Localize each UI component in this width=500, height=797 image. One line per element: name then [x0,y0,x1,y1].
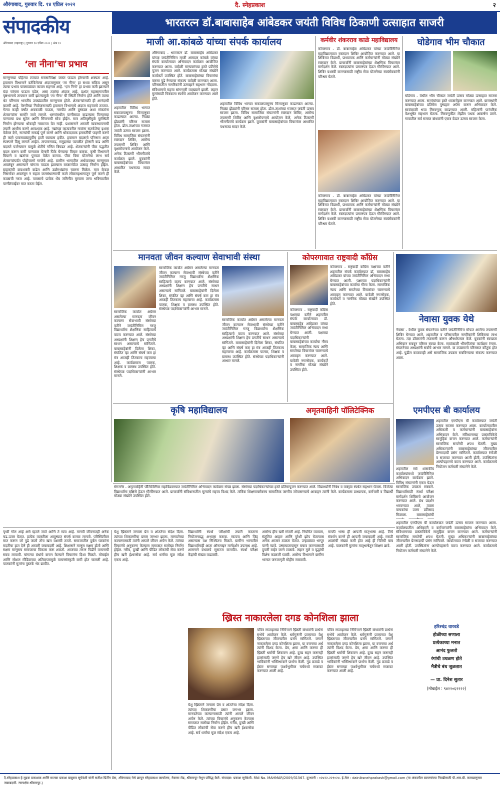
blood-camp-body: कोपरगाव - डॉ. बाबासाहेब आंबेडकर यांच्या जयंतीनिमित्त महाविद्यालयात रक्तदान शिबिर आयोजित करण्यात आले. या शिबिरात विद्यार्थी, प्राध्यापक आणि कर्मचाऱ्यांनी मोठ्या संख्येने रक्तदान केले. प्राचार्यांनी बाबासाहेबांच्या शैक्षणिक विचारांवर मार्गदर्शन केले. रक्तदात्यांना प्रमाणपत्र देऊन गौरविण्यात आले. शिबिर यशस्वी करण्यासाठी राष्ट्रीय सेवा योजनेच्या स्वयंसेवकांनी परिश्रम घेतले. [318,47,400,79]
mps-body-2: शहरातील सर्व शासकीय कार्यालयांमध्ये जयंतीनिमित्त अभिवादन कार्यक्रम झाले. विविध संघटनांनी एकत्र येऊन सामाजिक उपक्रम राबवले. विद्यार्थ्यांसाठी स्पर्धा परीक्षा मार्गदर्शन शिबिराचे आयोजन करण्यात आले. ग्रंथ प्रदर्शन भरवण्यात आले, त्याला वाचकांचा उत्तम प्रतिसाद मिळाला. बाबासाहेबांची [396,467,434,517]
blood-camp-headline: कर्मवीर शंकरराव काळे महाविद्यालय [320,37,398,44]
poem-line-2: होळीच्या सणाला [433,633,460,638]
ghodegaon-story [405,36,497,249]
blood-camp-body-2: कोपरगाव - डॉ. बाबासाहेब आंबेडकर यांच्या जयंतीनिमित्त महाविद्यालयात रक्तदान शिबिर आयोजित करण्यात आले. या शिबिरात विद्यार्थी, प्राध्यापक आणि कर्मचाऱ्यांनी मोठ्या संख्येने रक्तदान केले. प्राचार्यांनी बाबासाहेबांच्या शैक्षणिक विचारांवर मार्गदर्शन केले. रक्तदात्यांना प्रमाणपत्र देऊन गौरविण्यात आले. शिबिर यशस्वी करण्यासाठी राष्ट्रीय सेवा योजनेच्या स्वयंसेवकांनी परिश्रम घेतले. [318,194,400,226]
poem-line-6: मैत्रीचे बंध जुळतात [431,665,462,670]
poem-line-3: प्रत्येकाच्या मनात [432,641,461,646]
mla-office-story [114,36,314,249]
manavata-body-2: सामाजिक कार्यात अग्रेसर असलेल्या मानवता जीवन कल्याण सेवाभावी संस्थेच्या वतीने जयंतीनिमित्त गरजू विद्यार्थ्यांना शैक्षणिक साहित्याचे वाटप करण्यात आले. संस्थेच्या अध्यक्षांनी शिक्षण हेच प्रगतीचे साधन असल्याचे सांगितले. बाबासाहेबांनी दिलेला शिका, संघटित व्हा आणि संघर्ष करा हा मंत्र आजही तितकाच महत्त्वाचा आहे. कार्यक्रमास पालक, शिक्षक व ग्रामस्थ उपस्थित होते. संस्थेच्या पदाधिकाऱ्यांनी आभार मानले. [159,266,219,312]
khrist-body-2: पवित्र सप्ताहाच्या निमित्ताने ख्रिस्ती बांधवांनी प्रार्थना सभेचे आयोजन केले. धर्मगुरूंनी प्रवचनात येशू ख्रिस्ताच्या जीवनातील प्रसंग सांगितले. जगाने नाकारलेला दगड कोनशिला झाला, या वचनाचा अर्थ त्यांनी विशद केला. प्रेम, क्षमा आणि करुणा ही ख्रिस्ती धर्माची शिकवण आहे. दुःख सहन करूनही इतरांसाठी जगणे हेच खरे जीवन आहे. उपस्थित भाविकांनी भक्तिभावाने प्रार्थना केली. गुड फ्रायडे व ईस्टर सणाच्या पार्श्वभूमीवर चर्चमध्ये सजावट करण्यात आली आहे. [327,628,393,674]
mps-body: शहरातील एमपीएस बी कार्यालयात जयंती उत्सव साजरा करण्यात आला. कार्यालयातील अधिकारी व कर्मचाऱ्यांनी बाबासाहेबांना अभिवादन केले. संविधानाच्या प्रास्ताविकेचे सामूहिक वाचन करण्यात आले. कर्मचाऱ्यांनी सामाजिक समतेची शपथ घेतली. मुख्य अधिकाऱ्यांनी बाबासाहेबांच्या जीवनातील प्रेरणादायी प्रसंग सांगितले. कार्यालयात रंगोळी व सजावट करण्यात आली होती. उपस्थितांना अल्पोपहाराचे वाटप करण्यात आले. कार्यक्रमाचे नियोजन कर्मचारी संघटनेने केले. [436,419,497,469]
editorial-headline: ‘ला नीना’चा प्रभाव [24,60,88,70]
ghodegaon-body: घोडेगाव - येथील भीम चौकात जयंती उत्सव मोठ्या उत्साहात साजरा करण्यात आला. सरपंचांच्या हस्ते ध्वजारोहण करण्यात आले. ग्रामस्थांनी बाबासाहेबांच्या प्रतिमेस पुष्पहार अर्पण करून अभिवादन केले. सायंकाळी भव्य मिरवणूक काढण्यात आली. महिलांनी पारंपरिक वेशभूषेत सहभाग घेतला. मिरवणुकीत लेझीम पथक आकर्षण ठरले. गावातील सर्व समाज बांधवांनी एकत्र येऊन उत्सव साजरा केला. [405,94,497,121]
editorial [3,58,109,481]
khrist-body: पवित्र सप्ताहाच्या निमित्ताने ख्रिस्ती बांधवांनी प्रार्थना सभेचे आयोजन केले. धर्मगुरूंनी प्रवचनात येशू ख्रिस्ताच्या जीवनातील प्रसंग सांगितले. जगाने नाकारलेला दगड कोनशिला झाला, या वचनाचा अर्थ त्यांनी विशद केला. प्रेम, क्षमा आणि करुणा ही ख्रिस्ती धर्माची शिकवण आहे. दुःख सहन करूनही इतरांसाठी जगणे हेच खरे जीवन आहे. उपस्थित भाविकांनी भक्तिभावाने प्रार्थना केली. गुड फ्रायडे व ईस्टर सणाच्या पार्श्वभूमीवर चर्चमध्ये सजावट करण्यात आली आहे. [257,628,323,674]
poem-author: — प्रा. दिनेश सुतार [430,678,463,683]
ghodegaon-photo-2 [453,51,497,91]
kopargaon-body-2: कोपरगाव - राष्ट्रवादी काँग्रेस पक्षाच्या वतीने शहरातील संपर्क कार्यालयात डॉ. बाबासाहेब आंबेडकर यांच्या जयंतीनिमित्त अभिवादन सभा घेण्यात आली. पक्षाच्या पदाधिकाऱ्यांनी बाबासाहेबांच्या कार्याचा गौरव केला. सामाजिक न्याय आणि समतेच्या विचारांवर चालण्याचे आवाहन करण्यात आले. यावेळी नगरसेवक, कार्यकर्ते व नागरिक मोठ्या संख्येने उपस्थित होते. [290,308,328,372]
amrutvahini-headline: अमृतवाहिनी पॉलिटेक्निक [305,406,375,415]
masthead [3,13,108,55]
manavata-story [114,252,284,402]
poem-line-1: हरिश्चंद्र धारवडे [434,625,459,630]
procession-photo [220,51,314,99]
bottom-col-3: विद्यार्थ्यांनी स्पर्धा परीक्षांची तयारी करताना नियोजनबद्ध अभ्यास करावा. सातत्य आणि जिद्द असल्यास यश निश्चितच मिळते. ग्रामीण भागातील विद्यार्थ्यांनाही आता ऑनलाइन मार्गदर्शन उपलब्ध आहे. शासनाने ग्रंथालये सुसज्ज करावीत. स्पर्धा परीक्षा केंद्रांची संख्या वाढवावी. [188,530,258,557]
nevasa-story [396,252,497,402]
krushi-story [114,405,284,482]
top-bar [0,0,500,12]
nevasa-body: नेवासा - येथील युवक संघटनेच्या वतीने जयंतीनिमित्त मोफत आरोग्य तपासणी शिबिर घेण्यात आले. शहरातील व परिसरातील नागरिकांनी शिबिराचा लाभ घेतला. तज्ञ डॉक्टरांनी तपासणी करून औषधोपचार केले. युवकांनी स्वच्छता अभियान राबवून परिसर स्वच्छ केला. सायंकाळी भीमगीतांचा कार्यक्रम रंगला. संघटनेच्या अध्यक्षांनी सर्वांचे आभार मानले. या उपक्रमाचे परिसरात कौतुक होत आहे. पुढील काळातही असे सामाजिक उपक्रम राबविण्याचा संकल्प करण्यात आला. [396,328,497,360]
ghodegaon-headline: घोडेगाव भीम चौकात [417,38,485,48]
procession-body: शहरातील विविध भागात सकाळपासूनच मिरवणुका काढण्यात आल्या. निळ्या झेंड्यांनी परिसर सजला होता. ढोल-ताशांच्या गजरात जयंती उत्सव साजरा झाला. विविध सामाजिक संघटनांनी रक्तदान शिबिर, आरोग्य तपासणी शिबिर आणि वृक्षारोपणाचे आयोजन केले. अनेक ठिकाणी भीमगीतांचे कार्यक्रम झाले. युवकांनी बाबासाहेबांच्या विचारांवर आधारित पथनाट्य सादर केले. [220,102,314,129]
khrist-story [188,612,393,770]
poem-box [396,624,497,770]
blood-camp-story [318,36,400,249]
bottom-col-2: येशू ख्रिस्ताने जगाला प्रेम व शांततेचा संदेश दिला. त्यांच्या शिकवणीचा प्रसार जगभर झाला. मानवतेच्या कल्याणासाठी त्यांनी आपले जीवन अर्पण केले. त्यांच्या विचारांचे अनुकरण केल्यास समाजात सलोखा निर्माण होईल. गरीब, दुःखी आणि पीडित लोकांची सेवा करणे हीच खरी ईश्वरसेवा आहे. सर्व धर्मांचा मूळ संदेश एकच आहे. [114,530,184,562]
bottom-col-1: पृथ्वी गोल आहे असे म्हटले जाते आणि ते सत्य आहे. मानवी जीवनातही अनेक चढ-उतार येतात. प्रत्येक व्यक्तीला आयुष्यात संघर्ष करावा लागतो. परिस्थितीवर मात करून जो पुढे जातो तोच खरा यशस्वी ठरतो. समाजातील दुर्बल घटकांना मदतीचा हात देणे ही आपली जबाबदारी आहे. शिक्षणाने माणूस सक्षम होतो आणि सक्षम माणूसच समाजाचा विकास करू शकतो. आजच्या तरुण पिढीने वाचनाची सवय लावावी. चांगल्या ग्रंथांचे वाचन केल्याने विचारांना दिशा मिळते. मोबाईल आणि सोशल मीडियाच्या अतिवापरामुळे वाचनसंस्कृती कमी होत चालली आहे. पालकांनी मुलांना पुस्तके भेट द्यावीत. [3,530,109,567]
bottom-col-4: आरोग्य हीच खरी संपत्ती आहे. नियमित व्यायाम, संतुलित आहार आणि पुरेशी झोप घेतल्यास अनेक आजार टाळता येतात. उन्हाळ्यात भरपूर पाणी प्यावे. उष्माघातापासून बचाव करण्यासाठी दुपारी बाहेर जाणे टाळावे. लहान मुले व वृद्धांची विशेष काळजी घ्यावी. आरोग्य विभागाने ग्रामीण भागात जनजागृती मोहीम राबवावी. [262,530,324,562]
poem-line-4: आनंद फुलतो [435,649,458,654]
mps-headline: एमपीएस बी कार्यालय [413,406,480,416]
mla-office-body-2: शहरातील विविध भागात सकाळपासूनच मिरवणुका काढण्यात आल्या. निळ्या झेंड्यांनी परिसर सजला होता. ढोल-ताशांच्या गजरात जयंती उत्सव साजरा झाला. विविध सामाजिक संघटनांनी रक्तदान शिबिर, आरोग्य तपासणी शिबिर आणि वृक्षारोपणाचे आयोजन केले. अनेक ठिकाणी भीमगीतांचे कार्यक्रम झाले. युवकांनी बाबासाहेबांच्या विचारांवर आधारित पथनाट्य सादर केले. [114,106,150,175]
amrutvahini-body: संगमनेर - अमृतवाहिनी पॉलिटेक्निक महाविद्यालयात जयंतीनिमित्त अभिवादन कार्यक्रम संपन्न झाला. संस्थेच्या पदाधिकाऱ्यांच्या हस्ते प्रतिमापूजन करण्यात आले. विद्यार्थ्यांनी निबंध व वक्तृत्व स्पर्धेत सहभाग घेतला. विजेत्या विद्यार्थ्यांना बक्षिसे देऊन गौरविण्यात आले. प्राचार्यांनी संविधानातील मूल्यांचे महत्त्व विशद केले. तांत्रिक शिक्षणाबरोबरच सामाजिक जाणीव जोपासण्याचे आवाहन त्यांनी केले. कार्यक्रमास प्राध्यापक, कर्मचारी व विद्यार्थी मोठ्या संख्येने उपस्थित होते. [114,485,393,499]
manavata-body-3: सामाजिक कार्यात अग्रेसर असलेल्या मानवता जीवन कल्याण सेवाभावी संस्थेच्या वतीने जयंतीनिमित्त गरजू विद्यार्थ्यांना शैक्षणिक साहित्याचे वाटप करण्यात आले. संस्थेच्या अध्यक्षांनी शिक्षण हेच प्रगतीचे साधन असल्याचे सांगितले. बाबासाहेबांनी दिलेला शिका, संघटित व्हा आणि संघर्ष करा हा मंत्र आजही तितकाच महत्त्वाचा आहे. कार्यक्रमास पालक, शिक्षक व ग्रामस्थ उपस्थित होते. संस्थेच्या पदाधिकाऱ्यांनी आभार मानले. [222,318,284,364]
editorial-body: मान्सूनच्या पहिल्या टप्प्यात सरासरीपेक्षा जास्त पाऊस होण्याची शक्यता आहे. हवामान विभागाने वर्तविलेल्या अंदाजानुसार ‘ला नीना’ हा सध्या सक्रिय असून त्याचा प्रभाव पावसाळ्यात कायम राहणार आहे. ‘एल निनो’ हा प्रभाव कमी झाल्याने यंदा चांगला पाऊस पडेल, असा तज्ञांचा अंदाज आहे. प्रशांत महासागरातील पृष्ठभागाचे तापमान कमी झाल्यामुळे ‘ला नीना’ ची स्थिती निर्माण होते आणि त्याचा थेट परिणाम भारतीय उपखंडातील मान्सूनवर होतो. शेतकऱ्यांसाठी ही आनंदाची बातमी आहे. पेरणीच्या नियोजनासाठी हवामान विभागाचे अंदाज महत्त्वाचे ठरतात. गेल्या काही वर्षांत अवकाळी पाऊस, गारपीट आणि दुष्काळ अशा संकटांना शेतकऱ्यांना सामोरे जावे लागले. धरणांमधील पाणीसाठा वाढल्यास पिण्याच्या पाण्याचा प्रश्न सुटेल आणि सिंचनाची सोय होईल. मात्र अतिवृष्टीमुळे पूरस्थिती निर्माण होण्याचा धोकाही नाकारता येत नाही. प्रशासनाने आपत्ती व्यवस्थापनाची तयारी आधीच करणे आवश्यक आहे. नद्यांच्या काठावरील गावांना सतर्कतेचा इशारा वेळेवर देणे, नाल्यांची सफाई पूर्ण करणे आणि धोकादायक इमारतींची पाहणी करणे ही कामे पावसाळ्यापूर्वीच हाती घ्यायला हवीत. हवामान बदलाचे परिणाम आता स्पष्टपणे दिसू लागले आहेत. तापमानवाढ, समुद्राच्या पातळीत होणारी वाढ आणि बदलते पर्जन्यमान यामुळे शेतीचे गणित बिघडत आहे. शेतकऱ्यांनी पीक पद्धतीत बदल करून कमी पाण्यावर येणारी पिके घेण्याचा विचार करावा. कृषी विभागाने बियाणे व खतांचा पुरवठा वेळेत करावा. पीक विमा योजनेचा लाभ सर्व शेतकऱ्यांपर्यंत पोहोचवणे गरजेचे आहे. ग्रामीण भागातील अर्थव्यवस्था मान्सूनवर अवलंबून असल्याने चांगला पाऊस झाल्यास बाजारपेठेत उत्साह निर्माण होईल. ग्राहकांची क्रयशक्ती वाढेल आणि उद्योगधंद्यांना चालना मिळेल. मात्र केवळ निसर्गावर अवलंबून न राहता जलसंधारणाची कामे लोकसहभागातून पूर्ण करणे ही काळाची गरज आहे. पावसाचे प्रत्येक थेंब जमिनीत मुरवला तरच भविष्यातील पाणीटंचाईवर मात करता येईल. [3,76,109,186]
mps-photo [396,419,434,465]
amrutvahini-photo [290,418,390,482]
footer-imprint: दै.स्नेहप्रकाश हे मुद्रक प्रकाशक आणि मालक प्रकाश बाबुराव सूर्यवंशी यांनी सतीश प्रिंटींग प्रेस, औरंगाबाद येथे छापून स्नेहप्रकाश कार्यालय, नेवासा रोड, श्रीरामपूर येथून प्रसिद्ध केले. संपादक: प्रकाश सूर्यवंशी. RNI No. MAHMAR/2009/31567. दूरध्वनी : ०२४२२-२२१०२४. ई-मेल : dainiksnehprakash@gmail.com (या अंकातील बातम्यांच्या निवडीसाठी पी.आर.बी. कायद्यानुसार जबाबदारी. न्यायक्षेत्र श्रीरामपूर.) [4,776,482,785]
page-number: २ [492,2,496,9]
nevasa-headline: नेवासा युवक येथे [418,315,475,325]
kopargaon-headline: कोपरगावात राष्ट्रवादी काँग्रेस [302,253,378,262]
mla-office-headline: माजी आ.कांबळे यांच्या संपर्क कार्यालय [146,37,282,48]
manavata-body: सामाजिक कार्यात अग्रेसर असलेल्या मानवता जीवन कल्याण सेवाभावी संस्थेच्या वतीने जयंतीनिमित्त गरजू विद्यार्थ्यांना शैक्षणिक साहित्याचे वाटप करण्यात आले. संस्थेच्या अध्यक्षांनी शिक्षण हेच प्रगतीचे साधन असल्याचे सांगितले. बाबासाहेबांनी दिलेला शिका, संघटित व्हा आणि संघर्ष करा हा मंत्र आजही तितकाच महत्त्वाचा आहे. कार्यक्रमास पालक, शिक्षक व ग्रामस्थ उपस्थित होते. संस्थेच्या पदाधिकाऱ्यांनी आभार मानले. [114,310,156,379]
amrutvahini-headline-box [290,405,390,482]
blood-camp-photo [318,130,400,192]
banner-headline: भारतरत्न डॉ.बाबासाहेब आंबेडकर जयंती विविध ठिकाणी उत्साहात साजरी [165,17,444,29]
section-logo: संपादकीय [3,16,70,38]
khrist-headline: ख्रिस्त नाकारलेला दगड कोनशिला झाला [222,613,359,624]
khrist-body-3: येशू ख्रिस्ताने जगाला प्रेम व शांततेचा संदेश दिला. त्यांच्या शिकवणीचा प्रसार जगभर झाला. मानवतेच्या कल्याणासाठी त्यांनी आपले जीवन अर्पण केले. त्यांच्या विचारांचे अनुकरण केल्यास समाजात सलोखा निर्माण होईल. गरीब, दुःखी आणि पीडित लोकांची सेवा करणे हीच खरी ईश्वरसेवा आहे. सर्व धर्मांचा मूळ संदेश एकच आहे. [188,703,254,735]
masthead-subline: औरंगाबाद (महाराष्ट्र) | गुरुवार १४ एप्रिल २०२२ | अंक १२ [3,41,61,45]
mla-office-photo-2 [114,80,150,104]
mps-story [396,405,497,623]
banner [112,12,497,34]
mla-office-body: औरंगाबाद - भारतरत्न डॉ. बाबासाहेब आंबेडकर यांच्या जयंतीनिमित्त माजी आमदार कांबळे यांच्या संपर्क कार्यालयात अभिवादन कार्यक्रम आयोजित करण्यात आला. यावेळी मान्यवरांच्या हस्ते प्रतिमेचे पूजन करण्यात आले. कार्यक्रमास मोठ्या संख्येने कार्यकर्ते उपस्थित होते. बाबासाहेबांच्या विचारांचा वारसा पुढे नेण्याचा संकल्प यावेळी करण्यात आला. परिसरातील नागरिकांनी उत्साहाने सहभाग नोंदवला. संविधानाचे महत्त्व सांगणारी व्याख्याने झाली. लहान मुलांसाठी चित्रकला स्पर्धेचे आयोजन करण्यात आले होते. [152,51,218,101]
footer [0,773,500,797]
ghodegaon-photo [405,51,451,91]
mps-body-3: शहरातील एमपीएस बी कार्यालयात जयंती उत्सव साजरा करण्यात आला. कार्यालयातील अधिकारी व कर्मचाऱ्यांनी बाबासाहेबांना अभिवादन केले. संविधानाच्या प्रास्ताविकेचे सामूहिक वाचन करण्यात आले. कर्मचाऱ्यांनी सामाजिक समतेची शपथ घेतली. मुख्य अधिकाऱ्यांनी बाबासाहेबांच्या जीवनातील प्रेरणादायी प्रसंग सांगितले. कार्यालयात रंगोळी व सजावट करण्यात आली होती. उपस्थितांना अल्पोपहाराचे वाटप करण्यात आले. कार्यक्रमाचे नियोजन कर्मचारी संघटनेने केले. [396,521,497,553]
kopargaon-photo [290,265,328,305]
manavata-photo [114,266,156,308]
kopargaon-story [290,252,390,402]
manavata-photo-2 [222,266,284,316]
mla-office-photo [114,51,150,77]
poem-line-5: रंगांची उधळण होते [431,657,462,662]
krushi-photo [114,419,284,482]
paper-name: दै. स्नेहप्रकाश [234,2,266,9]
krushi-headline: कृषि महाविद्यालय [170,406,228,416]
bottom-col-5: मराठी भाषा ही आपली मातृभाषा आहे. तिचे संवर्धन करणे ही आपली जबाबदारी आहे. मराठी शाळांची संख्या कमी होत आहे ही चिंतेची बाब आहे. पालकांनी मुलांना मातृभाषेतून शिक्षण द्यावे. [328,530,393,548]
nevasa-photo [396,254,497,312]
poem-phone: (मोबाईल : ९४२२०६२२२२) [426,686,467,691]
manavata-headline: मानवता जीवन कल्याण सेवाभावी संस्था [138,253,260,263]
christ-image [188,628,254,700]
issue-date: औरंगाबाद, गुरुवार दि. १४ एप्रिल २०२२ [3,2,76,8]
kopargaon-body: कोपरगाव - राष्ट्रवादी काँग्रेस पक्षाच्या वतीने शहरातील संपर्क कार्यालयात डॉ. बाबासाहेब आंबेडकर यांच्या जयंतीनिमित्त अभिवादन सभा घेण्यात आली. पक्षाच्या पदाधिकाऱ्यांनी बाबासाहेबांच्या कार्याचा गौरव केला. सामाजिक न्याय आणि समतेच्या विचारांवर चालण्याचे आवाहन करण्यात आले. यावेळी नगरसेवक, कार्यकर्ते व नागरिक मोठ्या संख्येने उपस्थित होते. [330,265,390,306]
